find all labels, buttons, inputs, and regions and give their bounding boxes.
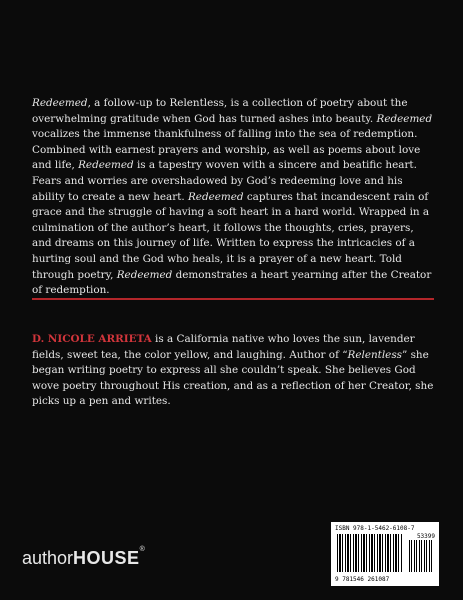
title-italic: Redeemed [116,268,173,281]
barcode-bars [337,534,403,572]
blurb-text: is a tapestry woven with a sincere and beatific heart. Fears and worries are overshadowed by God’s redeeming love and his ability to create a new heart. [32,159,417,203]
registered-mark: ® [139,546,145,553]
bio-text: is a California native who loves the sun, lavender fields, sweet tea, the color yellow, and laughing. Author of “ [32,333,415,361]
book-description [32,96,434,299]
title-italic: Redeemed [78,159,134,172]
price-code: 53399 [416,533,435,540]
section-divider [32,298,434,300]
publisher-logo [22,548,145,569]
author-bio [32,332,434,410]
title-italic: Redeemed [32,97,88,109]
blurb-text: captures that incandescent rain of grace and the struggle of having a soft heart in a hard world. Wrapped in a culmination of the author’s heart, it follows the thoughts, cries, prayers, and dreams on this journey of life. Written to express the intricacies of a hurting soul and the God who heals, it is a prayer of a new heart. Told through poetry, [32,190,430,281]
isbn-barcode [331,522,439,586]
barcode-number: 9 781546 261087 [335,576,390,583]
blurb-text: vocalizes the immense thankfulness of falling into the sea of redemption. Combined with earnest prayers and worship, as well as poems about love and life, [32,128,421,172]
bio-text: ” she began writing poetry to express all she couldn’t speak. She believes God wove poetry throughout His creation, and as a reflection of her Creator, she picks up a pen and writes. [32,348,434,408]
logo-author: author [22,548,74,568]
author-name: D. NICOLE ARRIETA [32,333,152,345]
title-italic: Redeemed [187,190,244,203]
blurb-text: , a follow-up to Relentless, is a collection of poetry about the overwhelming gratitude when God has turned ashes into beauty. [32,97,408,125]
book-title-italic: Relentless [347,348,402,361]
price-barcode-bars [409,540,433,572]
logo-house: HOUSE [73,548,140,568]
blurb-text: demonstrates a heart yearning after the Creator of redemption. [32,268,432,297]
title-italic: Redeemed [376,112,433,125]
isbn-label: ISBN 978-1-5462-6108-7 [335,525,415,532]
